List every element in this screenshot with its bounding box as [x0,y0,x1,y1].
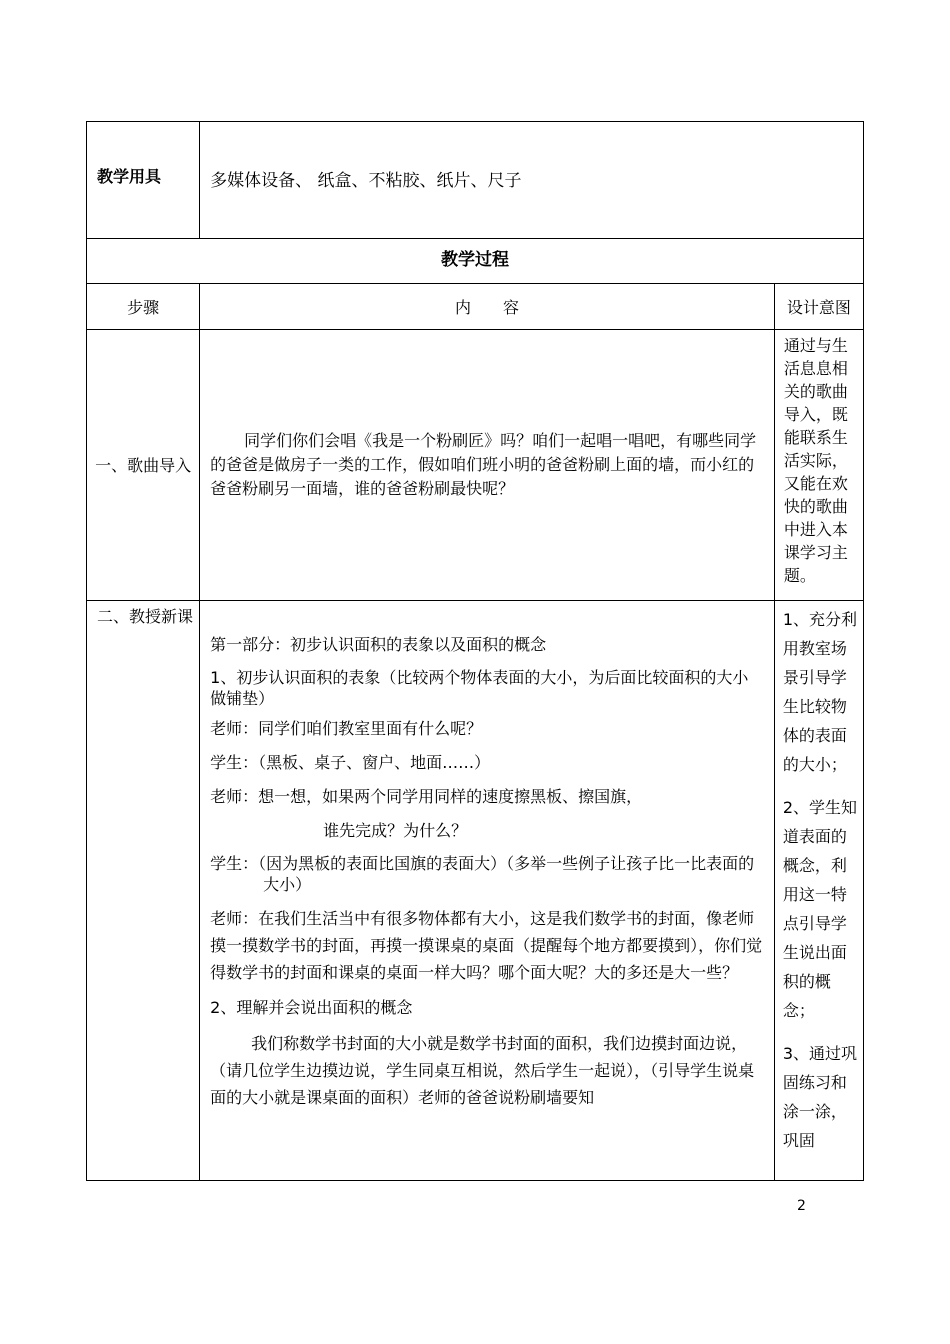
step2-row [87,601,864,1181]
process-title-row [87,239,864,284]
content-line: 学生：（黑板、桌子、窗户、地面……） [210,753,491,772]
step2-intent [774,601,863,1181]
content-line: 老师：同学们咱们教室里面有什么呢？ [210,719,483,738]
step2-content [200,601,775,1181]
content-line: 老师：想一想，如果两个同学用同样的速度擦黑板、擦国旗， [210,787,643,806]
step1-paragraph: 同学们你们会唱《我是一个粉刷匠》吗？咱们一起唱一唱吧，有哪些同学的爸爸是做房子一类的工作，假如咱们班小明的爸爸粉刷上面的墙，而小红的爸爸粉刷另一面墙，谁的爸爸粉刷最快呢？ [210,431,757,498]
process-title: 教学过程 [87,239,864,284]
content-line: 谁先完成？为什么？ [323,821,468,840]
lesson-plan-table [86,121,864,1181]
content-line: 我们称数学书封面的大小就是数学书封面的面积，我们边摸封面边说，（请几位学生边摸边说，学生同桌互相说，然后学生一起说），（引导学生说桌面的大小就是课桌面的面积）老师的爸爸说粉刷墙要知 [210,1034,755,1107]
step1-row [87,330,864,601]
header-intent: 设计意图 [774,284,863,330]
content-line: 2、理解并会说出面积的概念 [210,998,413,1017]
content-line: 第一部分：初步认识面积的表象以及面积的概念 [210,635,547,654]
intent-item: 2、学生知道表面的概念，利用这一特点引导学生说出面积的概念； [782,798,858,1020]
content-line: 学生：（因为黑板的表面比国旗的表面大）（多举一些例子让孩子比一比表面的大小） [210,854,755,894]
header-step: 步骤 [87,284,200,330]
page-number: 2 [797,1198,806,1214]
step1-content [200,330,775,601]
intent-item: 3、通过巩固练习和涂一涂，巩固 [782,1044,858,1150]
step1-label: 一、歌曲导入 [87,330,200,601]
tools-value: 多媒体设备、 纸盒、不粘胶、纸片、尺子 [200,122,864,239]
content-line: 1、初步认识面积的表象（比较两个物体表面的大小，为后面比较面积的大小做铺垫） [210,668,749,708]
step1-intent: 通过与生活息息相关的歌曲导入，既能联系生活实际，又能在欢快的歌曲中进入本课学习主题。 [774,330,863,601]
content-line: 老师：在我们生活当中有很多物体都有大小，这是我们数学书的封面，像老师摸一摸数学书的封面，再摸一摸课桌的桌面（提醒每个地方都要摸到），你们觉得数学书的封面和课桌的桌面一样大吗？哪个面大呢？大的多还是大一些？ [210,909,763,982]
tools-label: 教学用具 [87,122,200,239]
header-content: 内 容 [200,284,775,330]
intent-item: 1、充分利用教室场景引导学生比较物体的表面的大小； [782,610,858,774]
tools-row [87,122,864,239]
step2-label: 二、教授新课 [87,601,200,1181]
header-row [87,284,864,330]
